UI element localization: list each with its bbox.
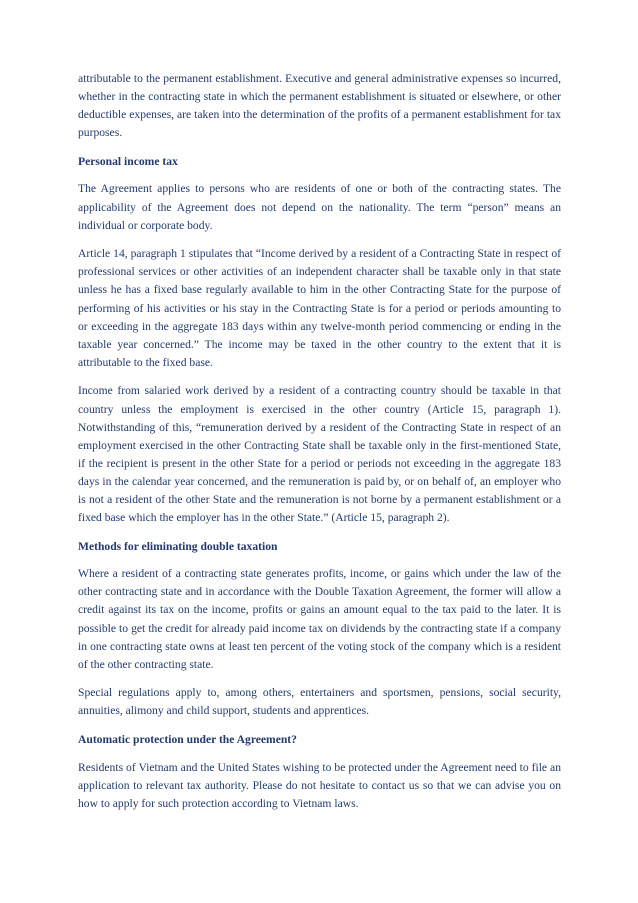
paragraph-special-regulations: Special regulations apply to, among others, entertainers and sportsmen, pensions, social security, annuities, alimony and child support, students and apprentices. <box>78 686 561 718</box>
paragraph-credit-method: Where a resident of a contracting state generates profits, income, or gains which under the law of the other contracting state and in accordance with the Double Taxation Agreement, the former will allow a credit against its tax on the income, profits or gains an amount equal to the tax paid to the later. It is possible to get the credit for already paid income tax on dividends by the contracting state if a company in one contracting state owns at least ten percent of the voting stock of the company which is a resident of the other contracting state. <box>78 567 561 671</box>
heading-eliminating-double-taxation: Methods for eliminating double taxation <box>78 539 278 553</box>
paragraph-agreement-applies: The Agreement applies to persons who are residents of one or both of the contracting states. The applicability of the Agreement does not depend on the nationality. The term “person” means an individual or corporate body. <box>78 182 561 232</box>
heading-personal-income-tax: Personal income tax <box>78 154 178 168</box>
paragraph-salaried-work: Income from salaried work derived by a resident of a contracting country should be taxable in that country unless the employment is exercised in the other country (Article 15, paragraph 1). Notwithstanding of this, “remuneration derived by a resident of the Contracting State in respect of an employment exercised in the other Contracting State shall be taxable only in the first-mentioned State, if the recipient is present in the other State for a period or periods not exceeding in the aggregate 183 days in the calendar year concerned, and the remuneration is paid by, or on behalf of, an employer who is not a resident of the other State and the remuneration is not borne by a permanent establishment or a fixed base which the employer has in the other State.” (Article 15, paragraph 2). <box>78 384 561 525</box>
paragraph-permanent-establishment: attributable to the permanent establishment. Executive and general administrative expenses so incurred, whether in the contracting state in which the permanent establishment is situated or elsewhere, or other deductible expenses, are taken into the determination of the profits of a permanent establishment for tax purposes. <box>78 72 561 140</box>
paragraph-residents-application: Residents of Vietnam and the United States wishing to be protected under the Agreement need to file an application to relevant tax authority. Please do not hesitate to contact us so that we can advise you on how to apply for such protection according to Vietnam laws. <box>78 760 561 810</box>
paragraph-article-14: Article 14, paragraph 1 stipulates that “Income derived by a resident of a Contracting State in respect of professional services or other activities of an independent character shall be taxable only in that state unless he has a fixed base regularly available to him in the other Contracting State for the purpose of performing of his activities or his stay in the Contracting State is for a period or periods amounting to or exceeding in the aggregate 183 days within any twelve-month period commencing or ending in the taxable year concerned.” The income may be taxed in the other country to the extent that it is attributable to the fixed base. <box>78 247 561 369</box>
heading-automatic-protection: Automatic protection under the Agreement? <box>78 733 297 746</box>
document-page <box>78 70 561 823</box>
